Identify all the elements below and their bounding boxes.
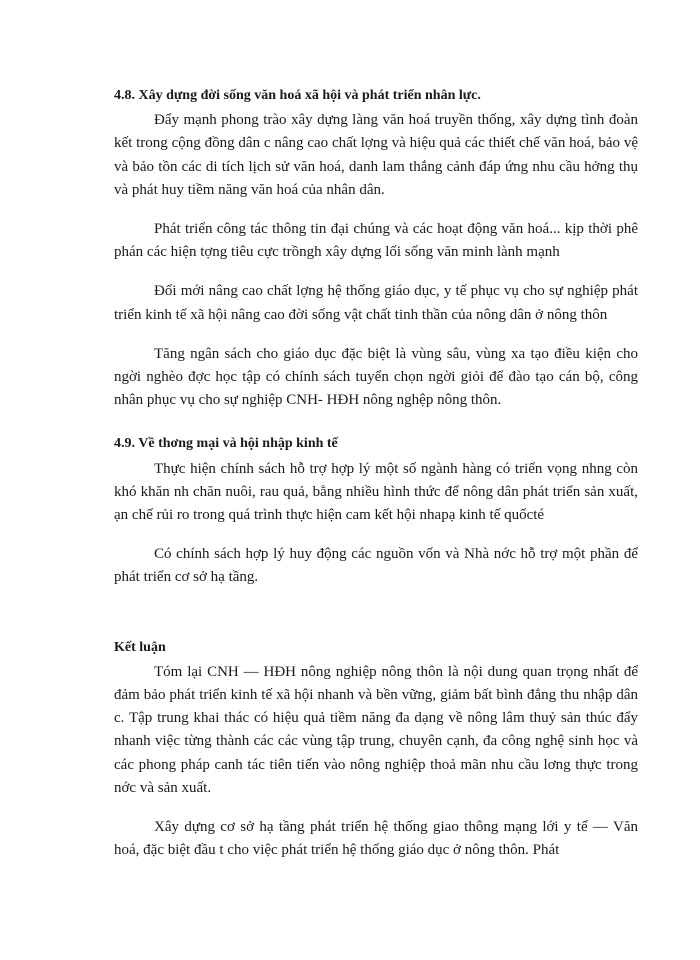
paragraph: Xây dựng cơ sở hạ tầng phát triển hệ thống giao thông mạng lới y tế — Văn hoá, đặc biệt đầu t cho việc phát triển hệ thống giáo dục ở nông thôn. Phát (114, 819, 638, 859)
paragraph: Thực hiện chính sách hỗ trợ hợp lý một số ngành hàng có triển vọng nhng còn khó khăn nh chăn nuôi, rau quả, bằng nhiều hình thức để nông dân phát triển sản xuất, ạn chế rủi ro trong quá trình thực hiện cam kết hội nhapạ kinh tế quốcté (114, 460, 638, 524)
paragraph: Có chính sách hợp lý huy động các nguồn vốn và Nhà nớc hỗ trợ một phần để phát triển cơ sở hạ tầng. (114, 546, 638, 586)
section-heading-conclusion: Kết luận (114, 639, 166, 655)
section-heading-4-8: 4.8. Xây dựng đời sống văn hoá xã hội và phát triển nhân lực. (114, 88, 481, 103)
section-heading-4-9: 4.9. Về thơng mại và hội nhập kinh tế (114, 436, 338, 452)
paragraph: Tăng ngân sách cho giáo dục đặc biệt là vùng sâu, vùng xa tạo điều kiện cho ngời nghèo đợc học tập có chính sách tuyển chọn ngời giỏi để đào tạo cán bộ, công nhân phục vụ cho sự nghiệp CNH- HĐH nông nghệp nông thôn. (114, 345, 638, 409)
paragraph: Đổi mới nâng cao chất lợng hệ thống giáo dục, y tế phục vụ cho sự nghiệp phát triển kinh tế xã hội nâng cao đời sống vật chất tinh thần của nông dân ở nông thôn (114, 283, 638, 323)
paragraph: Phát triển công tác thông tin đại chúng và các hoạt động văn hoá... kịp thời phê phán các hiện tợng tiêu cực trồngh xây dựng lối sống văn minh lành mạnh (114, 221, 638, 261)
paragraph: Tóm lại CNH — HĐH nông nghiệp nông thôn là nội dung quan trọng nhất để đảm bảo phát triển kinh tế xã hội nhanh và bền vững, giảm bất bình đẳng thu nhập dân c. Tập trung khai thác có hiệu quả tiềm năng đa dạng về nông lâm thuỷ sản thúc đẩy nhanh việc từng thành các các vùng tập trung, chuyên cạnh, đa công nghệ sinh học và các phong pháp canh tác tiên tiến vào nông nghiệp thoả mãn nhu cầu lơng thực trong nớc và sản xuất. (114, 663, 638, 796)
paragraph: Đẩy mạnh phong trào xây dựng làng văn hoá truyền thống, xây dựng tình đoàn kết trong cộng đồng dân c nâng cao chất lợng và hiệu quả các thiết chế văn hoá, bảo vệ và bảo tồn các di tích lịch sử văn hoá, danh lam thắng cảnh đáp ứng nhu cầu hởng thụ và phát huy tiềm năng văn hoá của nhân dân. (114, 112, 638, 198)
